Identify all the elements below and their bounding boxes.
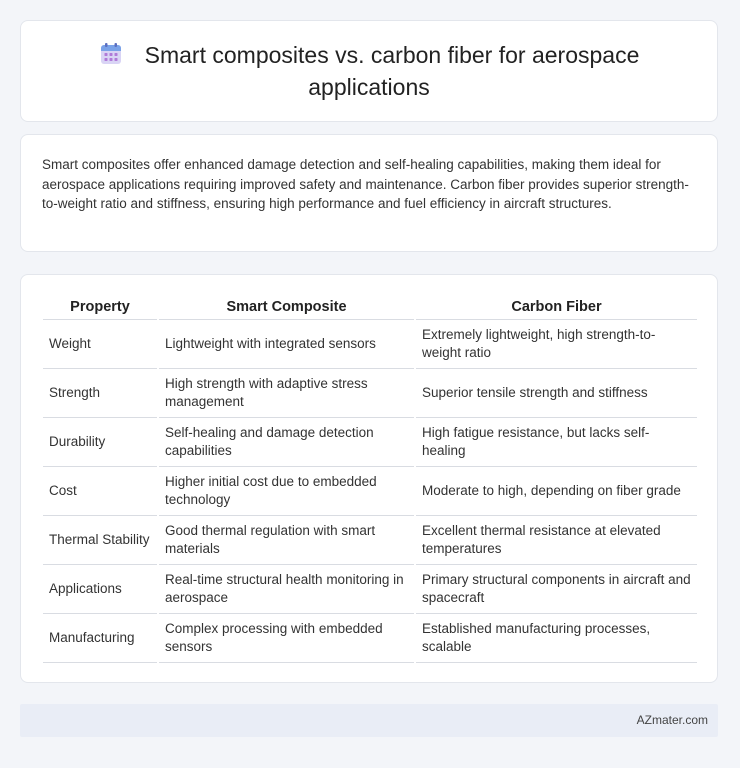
table-header-row [43, 295, 697, 320]
cell-smart-composite: Self-healing and damage detection capabilities [159, 418, 414, 467]
cell-carbon-fiber: Primary structural components in aircraft and spacecraft [416, 565, 697, 614]
header-property: Property [43, 295, 157, 320]
cell-carbon-fiber: Superior tensile strength and stiffness [416, 369, 697, 418]
table-row [43, 516, 697, 565]
header-carbon-fiber: Carbon Fiber [416, 295, 697, 320]
cell-smart-composite: Real-time structural health monitoring in aerospace [159, 565, 414, 614]
cell-property: Strength [43, 369, 157, 418]
cell-carbon-fiber: Extremely lightweight, high strength-to-weight ratio [416, 320, 697, 369]
cell-carbon-fiber: High fatigue resistance, but lacks self-healing [416, 418, 697, 467]
cell-smart-composite: Lightweight with integrated sensors [159, 320, 414, 369]
summary-text: Smart composites offer enhanced damage detection and self-healing capabilities, making them ideal for aerospace applications requiring improved safety and maintenance. Carbon fiber provides superior strength-to-weight ratio and stiffness, ensuring high performance and fuel efficiency in aircraft structures. [42, 157, 689, 211]
cell-smart-composite: Higher initial cost due to embedded technology [159, 467, 414, 516]
cell-property: Durability [43, 418, 157, 467]
comparison-table [41, 295, 699, 663]
cell-carbon-fiber: Established manufacturing processes, scalable [416, 614, 697, 663]
page-title-text: Smart composites vs. carbon fiber for aerospace applications [144, 41, 640, 100]
header-smart-composite: Smart Composite [159, 295, 414, 320]
table-row [43, 369, 697, 418]
cell-property: Applications [43, 565, 157, 614]
table-row [43, 418, 697, 467]
cell-carbon-fiber: Excellent thermal resistance at elevated temperatures [416, 516, 697, 565]
footer-brand: AZmater.com [636, 713, 708, 727]
footer [20, 704, 718, 737]
cell-property: Manufacturing [43, 614, 157, 663]
title-card [20, 20, 718, 122]
cell-smart-composite: Good thermal regulation with smart materials [159, 516, 414, 565]
cell-property: Thermal Stability [43, 516, 157, 565]
table-row [43, 565, 697, 614]
cell-smart-composite: High strength with adaptive stress management [159, 369, 414, 418]
table-row [43, 467, 697, 516]
cell-carbon-fiber: Moderate to high, depending on fiber grade [416, 467, 697, 516]
table-row [43, 614, 697, 663]
summary-card [20, 134, 718, 252]
cell-property: Weight [43, 320, 157, 369]
table-row [43, 320, 697, 369]
cell-property: Cost [43, 467, 157, 516]
calendar-icon [99, 42, 123, 73]
comparison-table-card [20, 274, 718, 683]
cell-smart-composite: Complex processing with embedded sensors [159, 614, 414, 663]
page-title [69, 41, 669, 102]
